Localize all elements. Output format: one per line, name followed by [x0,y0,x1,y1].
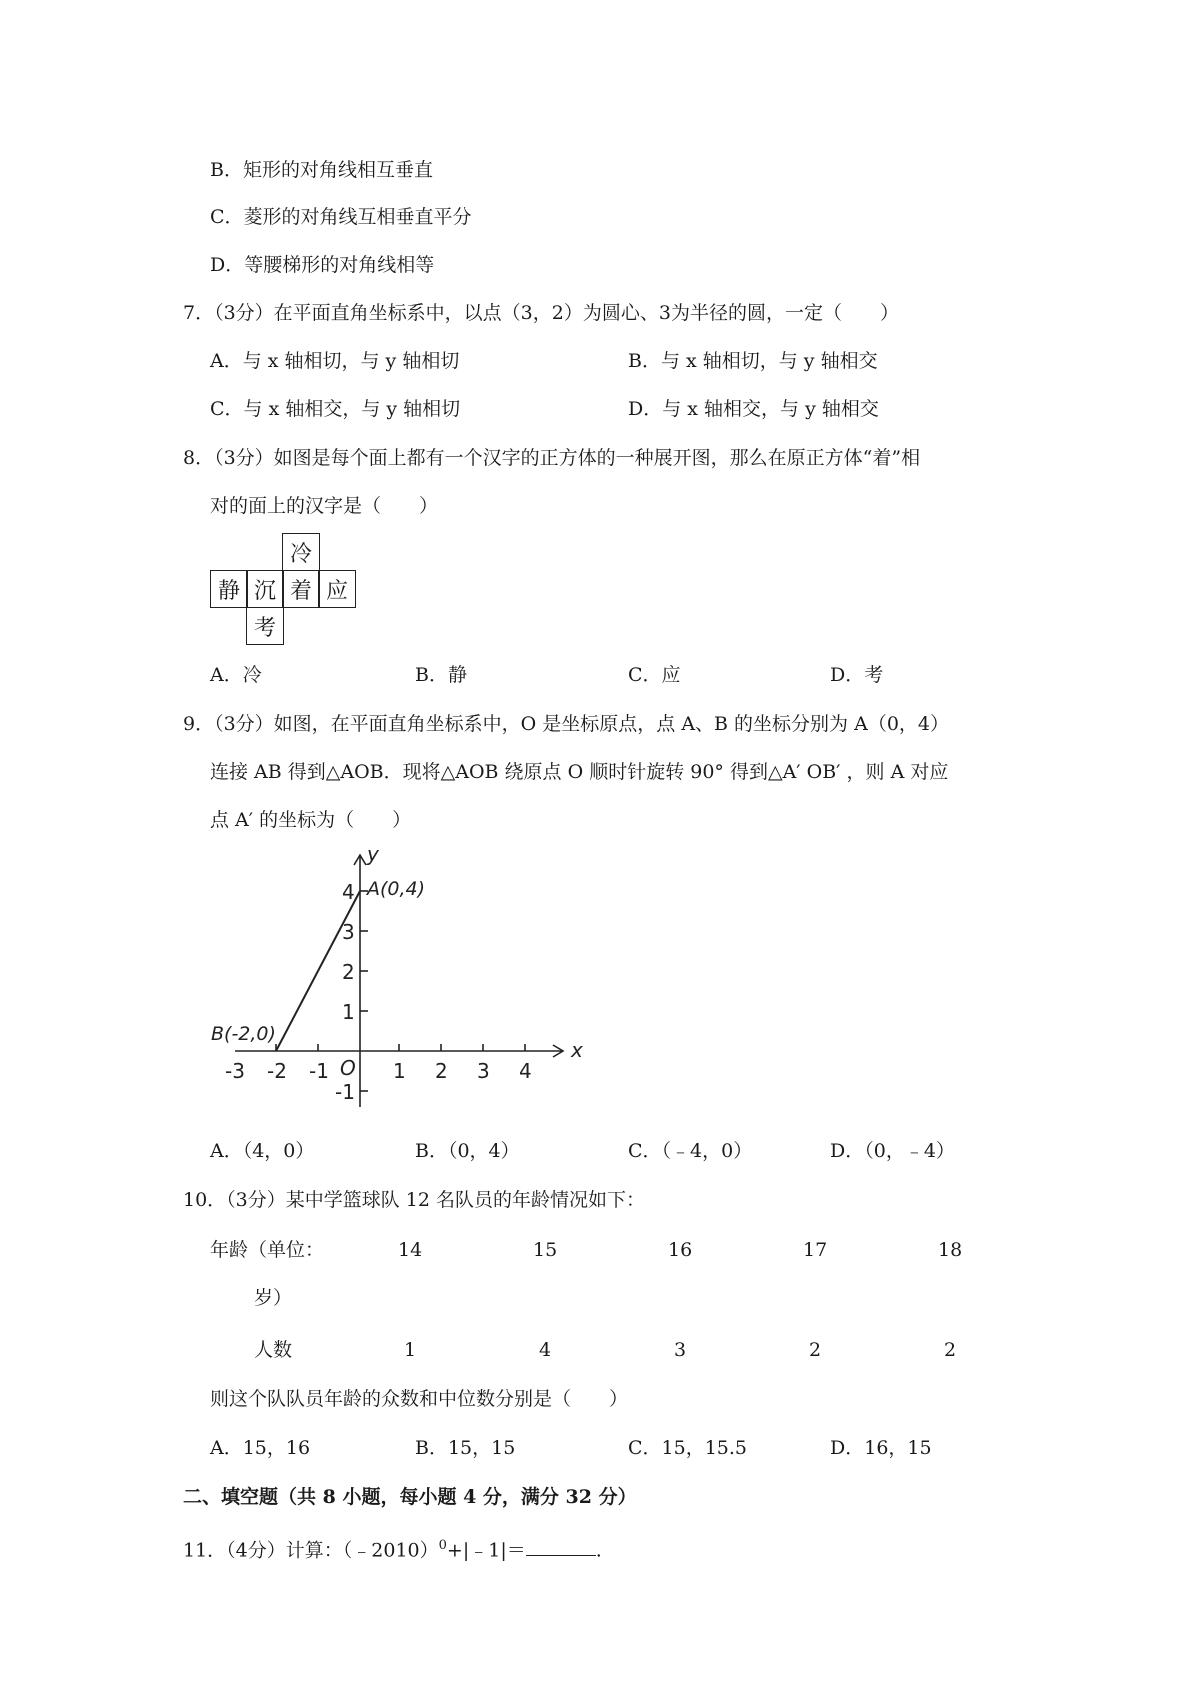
age-header-unit: 岁） [254,1287,293,1309]
y-axis-label: y [367,845,379,866]
q11-prefix: 11．（4分）计算：（﹣2010） [183,1539,439,1562]
x-tick-neg1: -1 [309,1059,329,1083]
x-tick-1: 1 [393,1059,406,1083]
q7-stem: 7．（3分）在平面直角坐标系中，以点（3，2）为圆心、3为半径的圆，一定（ ） [183,302,899,324]
q10-stem: 10．（3分）某中学篮球队 12 名队员的年龄情况如下： [183,1189,646,1211]
q8-stem-line2: 对的面上的汉字是（ ） [210,495,439,517]
count-value-1: 1 [404,1339,417,1361]
count-value-5: 2 [944,1339,957,1361]
q9-option-c: C．（﹣4，0） [628,1140,753,1162]
count-header-label: 人数 [254,1339,293,1361]
point-b-label: B(-2,0) [211,1023,276,1045]
q10-question: 则这个队队员年龄的众数和中位数分别是（ ） [210,1388,629,1410]
q7-option-d: D．与 x 轴相交，与 y 轴相交 [628,398,879,420]
q11-exponent: 0 [438,1538,447,1553]
origin-label: O [340,1056,356,1080]
q6-option-b: B．矩形的对角线相互垂直 [210,159,433,181]
net-cell-row-4: 应 [318,570,356,608]
section-2-heading: 二、填空题（共 8 小题，每小题 4 分，满分 32 分） [183,1486,637,1508]
y-tick-neg1: -1 [335,1080,355,1104]
x-tick-neg3: -3 [225,1059,245,1083]
count-value-2: 4 [539,1339,552,1361]
q11-suffix: +|﹣1|＝ [446,1539,526,1562]
age-value-1: 14 [398,1239,423,1261]
q11-answer-blank[interactable] [526,1537,596,1556]
point-a-label: A(0,4) [367,878,426,900]
q9-stem-line1: 9．（3分）如图，在平面直角坐标系中，O 是坐标原点，点 A、B 的坐标分别为 A（0，4） [183,713,949,735]
net-cell-bottom: 考 [246,607,284,645]
net-cell-row-1: 静 [210,570,248,608]
q8-option-b: B．静 [415,664,467,686]
q11-end: . [595,1539,602,1562]
count-value-3: 3 [674,1339,687,1361]
q8-option-c: C．应 [628,664,681,686]
coordinate-graph [205,845,585,1115]
q10-option-a: A．15，16 [210,1437,311,1459]
q10-option-b: B．15，15 [415,1437,516,1459]
count-value-4: 2 [809,1339,822,1361]
q10-option-c: C．15，15.5 [628,1437,748,1459]
x-axis-label: x [571,1038,583,1062]
q8-option-d: D．考 [830,664,884,686]
q6-option-c: C．菱形的对角线互相垂直平分 [210,206,472,228]
q9-option-b: B．（0，4） [415,1140,520,1162]
age-value-5: 18 [938,1239,963,1261]
q9-stem-line3: 点 A′ 的坐标为（ ） [210,809,412,831]
q8-option-a: A．冷 [210,664,262,686]
x-tick-3: 3 [477,1059,490,1083]
age-value-2: 15 [533,1239,558,1261]
y-tick-4: 4 [342,880,355,904]
q9-stem-line2: 连接 AB 得到△AOB．现将△AOB 绕原点 O 顺时针旋转 90° 得到△A′ OB′ ，则 A 对应 [210,761,949,783]
q7-option-b: B．与 x 轴相切，与 y 轴相交 [628,350,878,372]
q7-option-c: C．与 x 轴相交，与 y 轴相切 [210,398,461,420]
x-tick-neg2: -2 [267,1059,287,1083]
age-header-label: 年龄（单位： [210,1239,325,1261]
y-tick-1: 1 [342,1000,355,1024]
q11-stem [183,1534,602,1562]
age-value-3: 16 [668,1239,693,1261]
q8-stem-line1: 8．（3分）如图是每个面上都有一个汉字的正方体的一种展开图，那么在原正方体“着”相 [183,447,921,469]
y-tick-3: 3 [342,920,355,944]
net-cell-row-2: 沉 [246,570,284,608]
q9-option-a: A．（4，0） [210,1140,315,1162]
net-cell-row-3: 着 [282,570,320,608]
x-tick-2: 2 [435,1059,448,1083]
net-cell-top: 冷 [282,533,320,571]
q7-option-a: A．与 x 轴相切，与 y 轴相切 [210,350,460,372]
age-value-4: 17 [803,1239,828,1261]
q6-option-d: D．等腰梯形的对角线相等 [210,254,435,276]
y-tick-2: 2 [342,960,355,984]
q10-option-d: D．16，15 [830,1437,932,1459]
q9-option-d: D．（0，﹣4） [830,1140,955,1162]
x-tick-4: 4 [519,1059,532,1083]
